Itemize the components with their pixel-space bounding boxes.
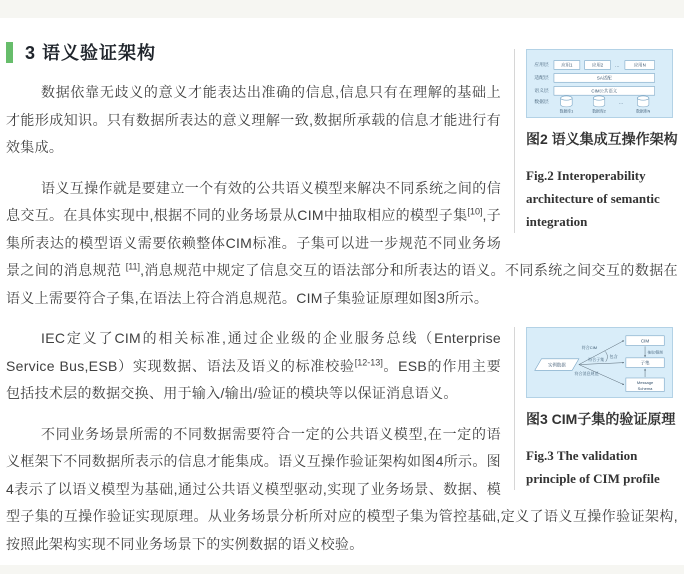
figure2-caption-zh: 图2 语义集成互操作架构 [526,131,678,148]
figure2-panel [514,49,678,233]
fig3-edge-label-arc: 包含 [609,353,618,359]
fig2-dbN-label: 数据库N [636,109,651,114]
article-content [0,39,684,558]
text-segment: ,消息规范中规定了信息交互的语法部分和所表达的语义。不同系统之间交互的数据在语义上需要符合子集,在语法上符合消息规范。CIM子集验证原理如图3所示。 [6,262,678,306]
text-segment: 。ESB的作用主要包括技术层的数据交换、用于输入/输出/验证的模块等以保证消息语义。 [6,357,501,401]
paragraph-4: 不同业务场景所需的不同数据需要符合一定的公共语义模型,在一定的语义框架下不同数据所表示的信息才能集成。语义互操作验证架构如图4所示。图4表示了以语义模型为基础,通过公共语义模型驱动,实现了业务场景、数据、模型子集的互操作验证实现原理。从业务场景分析所对应的模型子集为管控基础,定义了语义互操作验证架构,按照此架构实现不同业务场景下的实例数据的语义校验。 [6,425,678,552]
fig2-db2-cylinder-top [593,96,605,100]
text-segment: IEC定义了CIM的相关标准,通过企业级的企业服务总线（Enterprise Service Bus,ESB）实现数据、语法及语义的标准校验 [6,330,501,374]
fig2-row-label-adapter: 适配层 [534,75,549,81]
figure3-thumbnail [526,327,673,398]
fig2-db1-cylinder-top [561,96,573,100]
figure3-caption-en: Fig.3 The validation principle of CIM profile [526,448,660,487]
fig3-arc [605,351,608,362]
fig3-profile-label: 子集 [640,360,650,366]
fig2-app2-label: 应用2 [591,62,604,68]
fig3-edge-label-middle: 符合子集 [588,357,605,363]
fig3-schema-label-line2: Schema [637,385,653,391]
figure3-caption-zh: 图3 CIM子集的验证原理 [526,411,676,428]
fig2-row-label-data: 数据层 [534,99,549,105]
fig2-semantic-label: CIM公共语义 [591,88,618,94]
fig3-arrow-to-profile [579,363,624,365]
citation-ref-12-13: [12-13] [354,356,383,367]
text-segment: ,子集所表达的模型语义需要依赖整体CIM标准。子集可以进一步规范不同业务场景之间的消息规范 [6,207,501,278]
fig3-connector-label: 抽取/限制 [647,350,663,355]
fig2-db1-label: 数据库1 [559,109,574,114]
fig2-db2-label: 数据库2 [592,109,606,114]
figure2-caption-en: Fig.2 Interoperability architecture of semantic integration [526,168,660,230]
section-title: 3 语义验证架构 [25,43,157,63]
fig3-source-label: 实例数据 [548,362,566,368]
fig3-schema-label-line1: Message [636,380,654,386]
citation-ref-10: [10] [467,206,483,217]
page-bottom-strip [0,565,684,574]
figure2-diagram [529,53,670,114]
fig2-row-label-app: 应用层 [534,62,549,68]
fig2-appN-label: 应用N [633,62,646,68]
fig2-row-label-semantic: 语义层 [534,88,549,94]
fig2-app-ellipsis: … [614,63,620,69]
fig3-edge-label-top: 符合CIM [581,345,598,351]
figure3-panel [514,327,678,490]
heading-accent-bar [6,42,13,63]
figure3-diagram [529,331,670,394]
fig2-app1-label: 应用1 [561,62,573,68]
figure2-thumbnail [526,49,673,118]
fig2-adapter-label: SA适配 [596,75,612,81]
paragraph-1: 数据依靠无歧义的意义才能表达出准确的信息,信息只有在理解的基础上才能形成知识。只有数据所表达的意义理解一致,数据所承载的信息才能进行有效集成。 [6,84,501,155]
fig3-edge-label-bottom: 符合消息规范 [574,371,599,377]
citation-ref-11: [11] [125,261,141,272]
fig2-db-ellipsis: … [618,100,624,106]
page-top-strip [0,0,684,18]
fig3-cim-label: CIM [640,338,650,344]
fig2-dbN-cylinder-top [637,96,649,100]
text-segment: 语义互操作就是要建立一个有效的公共语义模型来解决不同系统之间的信息交互。在具体实现中,根据不同的业务场景从CIM中抽取相应的模型子集 [6,179,501,223]
